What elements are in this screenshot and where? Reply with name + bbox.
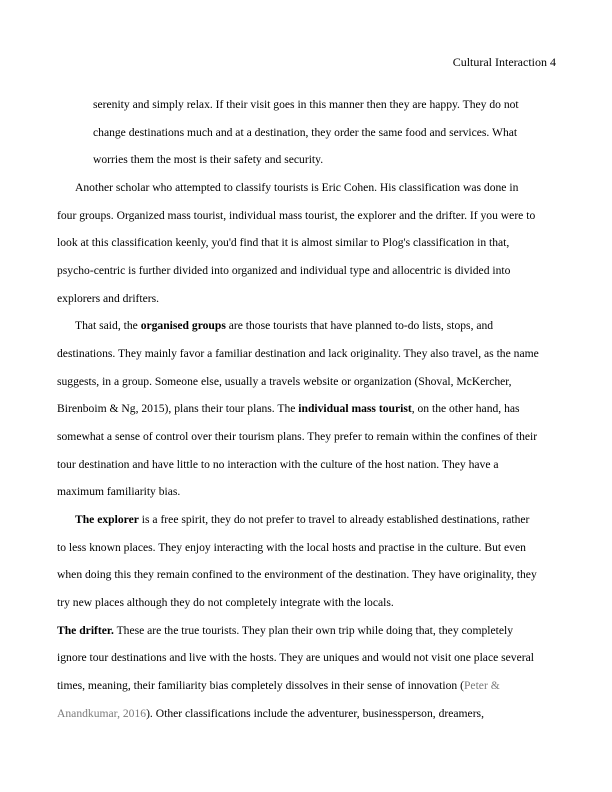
paragraph-line: tour destination and have little to no interaction with the culture of the host nation. They have a [57,458,499,471]
paragraph-line: suggests, in a group. Someone else, usually a travels website or organization (Shoval, McKercher, [57,375,512,388]
paragraph-line: four groups. Organized mass tourist, individual mass tourist, the explorer and the drifter. If you were to [57,209,536,222]
paragraph-line: ignore tour destinations and live with the hosts. They are uniques and would not visit one place several [57,651,534,664]
block-quote-line: serenity and simply relax. If their visit goes in this manner then they are happy. They do not [93,98,519,111]
running-head: Cultural Interaction 4 [452,55,556,69]
paragraph-line [57,679,500,693]
paragraph-line [75,513,529,527]
citation-link[interactable]: Anandkumar, 2016 [57,707,147,720]
paragraph-line [57,707,484,721]
paragraph-line: to less known places. They enjoy interacting with the local hosts and practise in the culture. But even [57,541,526,554]
block-quote-line: worries them the most is their safety and security. [93,153,324,166]
paragraph-line: Another scholar who attempted to classify tourists is Eric Cohen. His classification was done in [75,181,519,194]
paragraph-line: when doing this they remain confined to the environment of the destination. They have originality, they [57,568,537,581]
text-run: is a free spirit, they do not prefer to travel to already established destinations, rather [138,513,530,526]
term-individual-mass-tourist: individual mass tourist [298,402,412,415]
text-run: Birenboim & Ng, 2015), plans their tour plans. The [57,402,299,415]
block-quote-line: change destinations much and at a destination, they order the same food and services. What [93,126,518,139]
paragraph-line [57,402,520,416]
paragraph-line: maximum familiarity bias. [57,485,181,498]
text-run: , on the other hand, has [411,402,520,415]
text-run: That said, the [75,319,141,332]
term-drifter: The drifter. [57,624,114,637]
paragraph-line: look at this classification keenly, you'd find that it is almost similar to Plog's classification in that, [57,236,510,249]
citation-link[interactable]: Peter & [463,679,500,692]
text-run: These are the true tourists. They plan their own trip while doing that, they completely [113,624,514,637]
paragraph-line: somewhat a sense of control over their tourism plans. They prefer to remain within the confines of their [57,430,538,443]
paragraph-line [57,624,513,638]
text-run: times, meaning, their familiarity bias completely dissolves in their sense of innovation ( [57,679,464,692]
paragraph-line: explorers and drifters. [57,292,160,305]
paragraph-line: try new places although they do not completely integrate with the locals. [57,596,394,609]
paragraph-line: destinations. They mainly favor a familiar destination and lack originality. They also travel, as the name [57,347,539,360]
paragraph-line [75,319,493,333]
text-run: are those tourists that have planned to-do lists, stops, and [225,319,494,332]
term-organised-groups: organised groups [140,319,226,332]
text-run: ). Other classifications include the adventurer, businessperson, dreamers, [146,707,484,720]
paragraph-line: psycho-centric is further divided into organized and individual type and allocentric is divided into [57,264,511,277]
term-explorer: The explorer [75,513,139,526]
